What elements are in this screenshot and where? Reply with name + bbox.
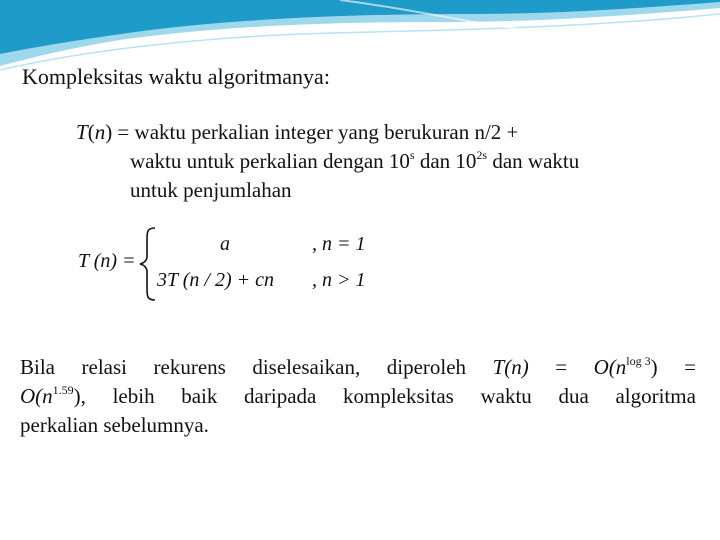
conclusion-word: diselesaikan, [252,355,361,379]
conclusion-word: baik [181,384,218,408]
definition-line-2-c: dan waktu [487,149,580,173]
definition-sup-s: s [409,148,415,162]
recurrence-case-1-expr: a [220,233,230,255]
conclusion-word: lebih [112,384,155,408]
conclusion-word: Bila [20,355,55,379]
conclusion-equals: = [555,355,568,379]
conclusion-word: relasi [81,355,127,379]
definition-line-2-b: dan 10 [414,149,477,173]
conclusion-word: daripada [244,384,317,408]
definition-T: T [76,120,88,144]
conclusion-word: rekurens [153,355,226,379]
conclusion-line-1 [20,353,696,382]
definition-line-2-a: waktu untuk perkalian dengan 10 [130,149,410,173]
recurrence-case-2-cond: , n > 1 [312,269,366,291]
recurrence-case-1-cond: , n = 1 [312,233,366,255]
definition-line-1-rest: ) = waktu perkalian integer yang berukuran n/2 + [105,120,519,144]
recurrence-brace [137,226,159,302]
definition-line-1: T(n) = waktu perkalian integer yang berukuran n/2 + [76,120,519,144]
recurrence-lhs: T (n) = [78,250,136,272]
conclusion-big-o-159: $O(n^{1.59})$, [20,383,86,408]
conclusion-line-2 [20,382,696,411]
definition-text [76,118,676,205]
definition-n: n [94,120,106,144]
conclusion-text [20,353,696,440]
definition-sup-2s: 2s [476,148,488,162]
conclusion-word: waktu [480,384,532,408]
conclusion-line-3: perkalian sebelumnya. [20,413,209,437]
conclusion-word: dua [558,384,589,408]
slide-title: Kompleksitas waktu algoritmanya: [22,64,330,89]
conclusion-word: algoritma [615,384,696,408]
definition-line-3: untuk penjumlahan [130,178,292,202]
header-wave-dark [0,0,720,54]
conclusion-Tn: T(n) [492,355,529,379]
conclusion-word: kompleksitas [343,384,454,408]
definition-line-2 [76,147,676,176]
conclusion-word: diperoleh [386,355,467,379]
conclusion-equals-2: = [684,355,696,379]
recurrence-case-2-expr: 3T (n / 2) + cn [157,269,275,291]
conclusion-big-o-log3: $O(n^{log 3})$ [593,354,658,379]
